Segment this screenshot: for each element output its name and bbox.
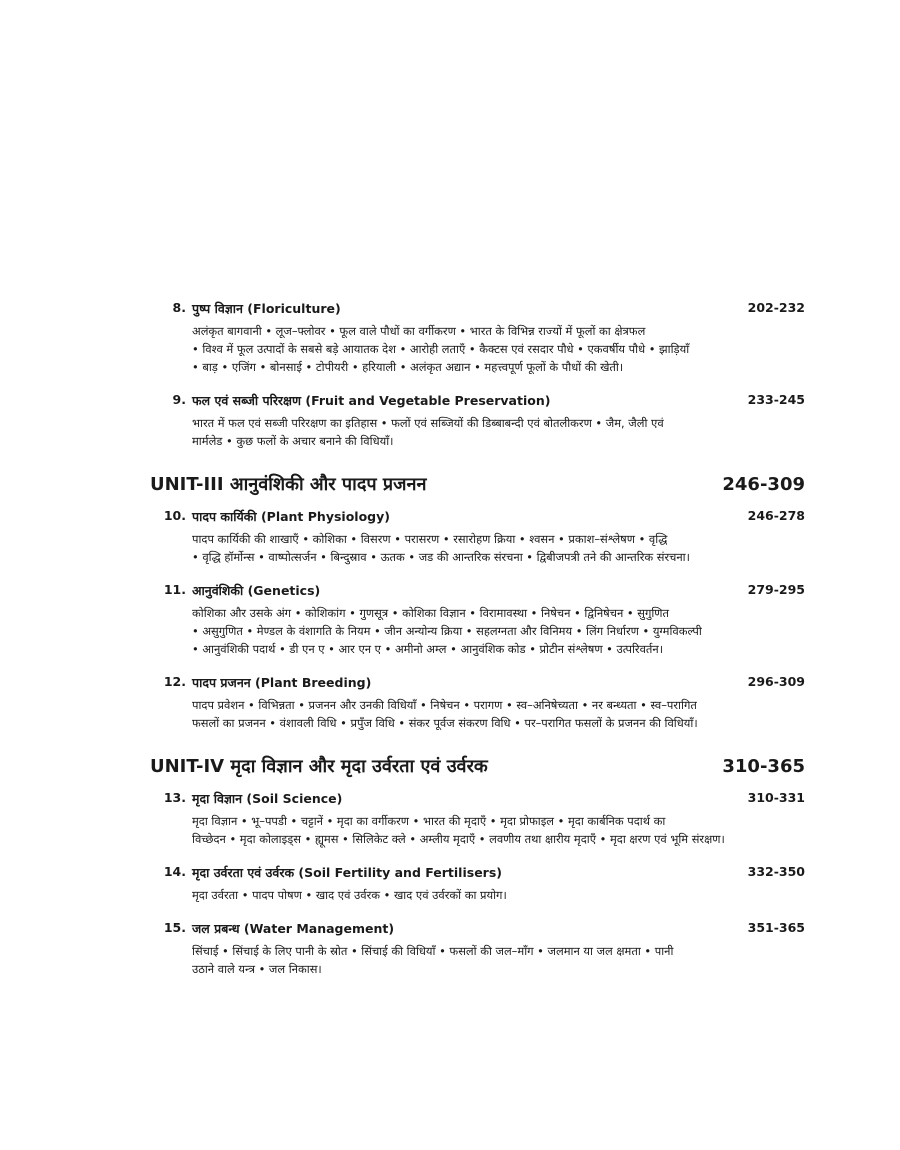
unit-heading xyxy=(150,472,805,496)
chapter-topics: अलंकृत बागवानी • लूज–फ्लोवर • फूल वाले पौधों का वर्गीकरण • भारत के विभिन्न राज्यों में फूलों का क्षेत्रफल • विश्व में फूल उत्पादों के सबसे बड़े आयातक देश • आरोही लताएँ • कैक्टस एवं रसदार पौधे • एकवर्षीय पौधे • झाड़ियाँ • बाड़ • एजिंग • बोनसाई • टोपीयरी • हरियाली • अलंकृत अद्यान • महत्त्वपूर्ण फूलों के पौधों की खेती। xyxy=(192,324,690,374)
chapter-page-range: 296-309 xyxy=(747,674,805,689)
chapter-entry xyxy=(150,582,805,658)
chapter-heading xyxy=(150,864,805,882)
unit-title: UNIT-IV मृदा विज्ञान और मृदा उर्वरता एवं उर्वरक xyxy=(150,756,488,777)
table-of-contents xyxy=(150,300,805,994)
chapter-heading-left xyxy=(150,582,320,599)
chapter-number: 12. xyxy=(163,674,186,689)
chapter-number: 11. xyxy=(163,582,186,597)
chapter-title: आनुवंशिकी (Genetics) xyxy=(192,583,321,598)
chapter-title: फल एवं सब्जी परिरक्षण (Fruit and Vegetable Preservation) xyxy=(192,393,551,408)
chapter-number: 13. xyxy=(163,790,186,805)
chapter-topics: पादप कार्यिकी की शाखाएँ • कोशिका • विसरण • परासरण • रसारोहण क्रिया • श्वसन • प्रकाश–संश्लेषण • वृद्धि • वृद्धि हॉर्मोन्स • वाष्पोत्सर्जन • बिन्दुस्राव • ऊतक • जड की आन्तरिक संरचना • द्विबीजपत्री तने की आन्तरिक संरचना। xyxy=(192,532,690,564)
unit-page-range: 310-365 xyxy=(722,756,805,777)
chapter-heading-left xyxy=(150,300,341,317)
chapter-heading-left xyxy=(150,920,394,937)
chapter-page-range: 233-245 xyxy=(747,392,805,407)
chapter-entry xyxy=(150,392,805,450)
chapter-title: पुष्प विज्ञान (Floriculture) xyxy=(192,301,341,316)
chapter-heading xyxy=(150,300,805,318)
chapter-heading xyxy=(150,508,805,526)
chapter-number: 10. xyxy=(163,508,186,523)
chapter-title: पादप प्रजनन (Plant Breeding) xyxy=(192,675,372,690)
chapter-topics: मृदा उर्वरता • पादप पोषण • खाद एवं उर्वरक • खाद एवं उर्वरकों का प्रयोग। xyxy=(192,888,507,902)
chapter-page-range: 202-232 xyxy=(747,300,805,315)
chapter-title: मृदा विज्ञान (Soil Science) xyxy=(192,791,343,806)
chapter-entry xyxy=(150,864,805,904)
unit-title: UNIT-III आनुवंशिकी और पादप प्रजनन xyxy=(150,474,427,495)
chapter-title: जल प्रबन्ध (Water Management) xyxy=(192,921,395,936)
chapter-heading xyxy=(150,920,805,938)
chapter-page-range: 279-295 xyxy=(747,582,805,597)
chapter-heading xyxy=(150,674,805,692)
chapter-page-range: 351-365 xyxy=(747,920,805,935)
chapter-topics: भारत में फल एवं सब्जी परिरक्षण का इतिहास • फलों एवं सब्जियों की डिब्बाबन्दी एवं बोतलीकरण • जैम, जैली एवं मार्मलेड • कुछ फलों के अचार बनाने की विधियाँ। xyxy=(192,416,664,448)
chapter-topics: कोशिका और उसके अंग • कोशिकांग • गुणसूत्र • कोशिका विज्ञान • विरामावस्था • निषेचन • द्विनिषेचन • सुगुणित • असुगुणित • मेण्डल के वंशागति के नियम • जीन अन्योन्य क्रिया • सहलग्नता और विनिमय • लिंग निर्धारण • युग्मविकल्पी • आनुवंशिकी पदार्थ • डी एन ए • आर एन ए • अमीनो अम्ल • आनुवंशिक कोड • प्रोटीन संश्लेषण • उत्परिवर्तन। xyxy=(192,606,702,656)
chapter-title: पादप कार्यिकी (Plant Physiology) xyxy=(192,509,390,524)
chapter-heading-left xyxy=(150,864,502,881)
chapter-page-range: 332-350 xyxy=(747,864,805,879)
unit-page-range: 246-309 xyxy=(722,474,805,495)
chapter-entry xyxy=(150,300,805,376)
chapter-heading-left xyxy=(150,674,371,691)
chapter-topics: पादप प्रवेशन • विभिन्नता • प्रजनन और उनकी विधियाँ • निषेचन • परागण • स्व–अनिषेच्यता • नर बन्ध्यता • स्व–परागित फसलों का प्रजनन • वंशावली विधि • प्रपुँज विधि • संकर पूर्वज संकरण विधि • पर–परागित फसलों के प्रजनन की विधियाँ। xyxy=(192,698,698,730)
chapter-topics: सिंचाई • सिंचाई के लिए पानी के स्रोत • सिंचाई की विधियाँ • फसलों की जल–माँग • जलमान या जल क्षमता • पानी उठाने वाले यन्त्र • जल निकास। xyxy=(192,944,674,976)
chapter-heading xyxy=(150,582,805,600)
chapter-title: मृदा उर्वरता एवं उर्वरक (Soil Fertility and Fertilisers) xyxy=(192,865,502,880)
chapter-entry xyxy=(150,674,805,732)
chapter-number: 9. xyxy=(172,392,186,407)
chapter-heading xyxy=(150,790,805,808)
chapter-number: 14. xyxy=(163,864,186,879)
chapter-entry xyxy=(150,508,805,566)
chapter-entry xyxy=(150,920,805,978)
chapter-page-range: 246-278 xyxy=(747,508,805,523)
chapter-number: 8. xyxy=(172,300,186,315)
unit-heading xyxy=(150,754,805,778)
chapter-entry xyxy=(150,790,805,848)
chapter-number: 15. xyxy=(163,920,186,935)
chapter-page-range: 310-331 xyxy=(747,790,805,805)
chapter-heading-left xyxy=(150,790,342,807)
chapter-topics: मृदा विज्ञान • भू–पपडी • चट्टानें • मृदा का वर्गीकरण • भारत की मृदाएँ • मृदा प्रोफाइल • मृदा कार्बनिक पदार्थ का विच्छेदन • मृदा कोलाइड्स • ह्यूमस • सिलिकेट क्ले • अम्लीय मृदाएँ • लवणीय तथा क्षारीय मृदाएँ • मृदा क्षरण एवं भूमि संरक्षण। xyxy=(192,814,725,846)
chapter-heading xyxy=(150,392,805,410)
chapter-heading-left xyxy=(150,392,550,409)
chapter-heading-left xyxy=(150,508,390,525)
